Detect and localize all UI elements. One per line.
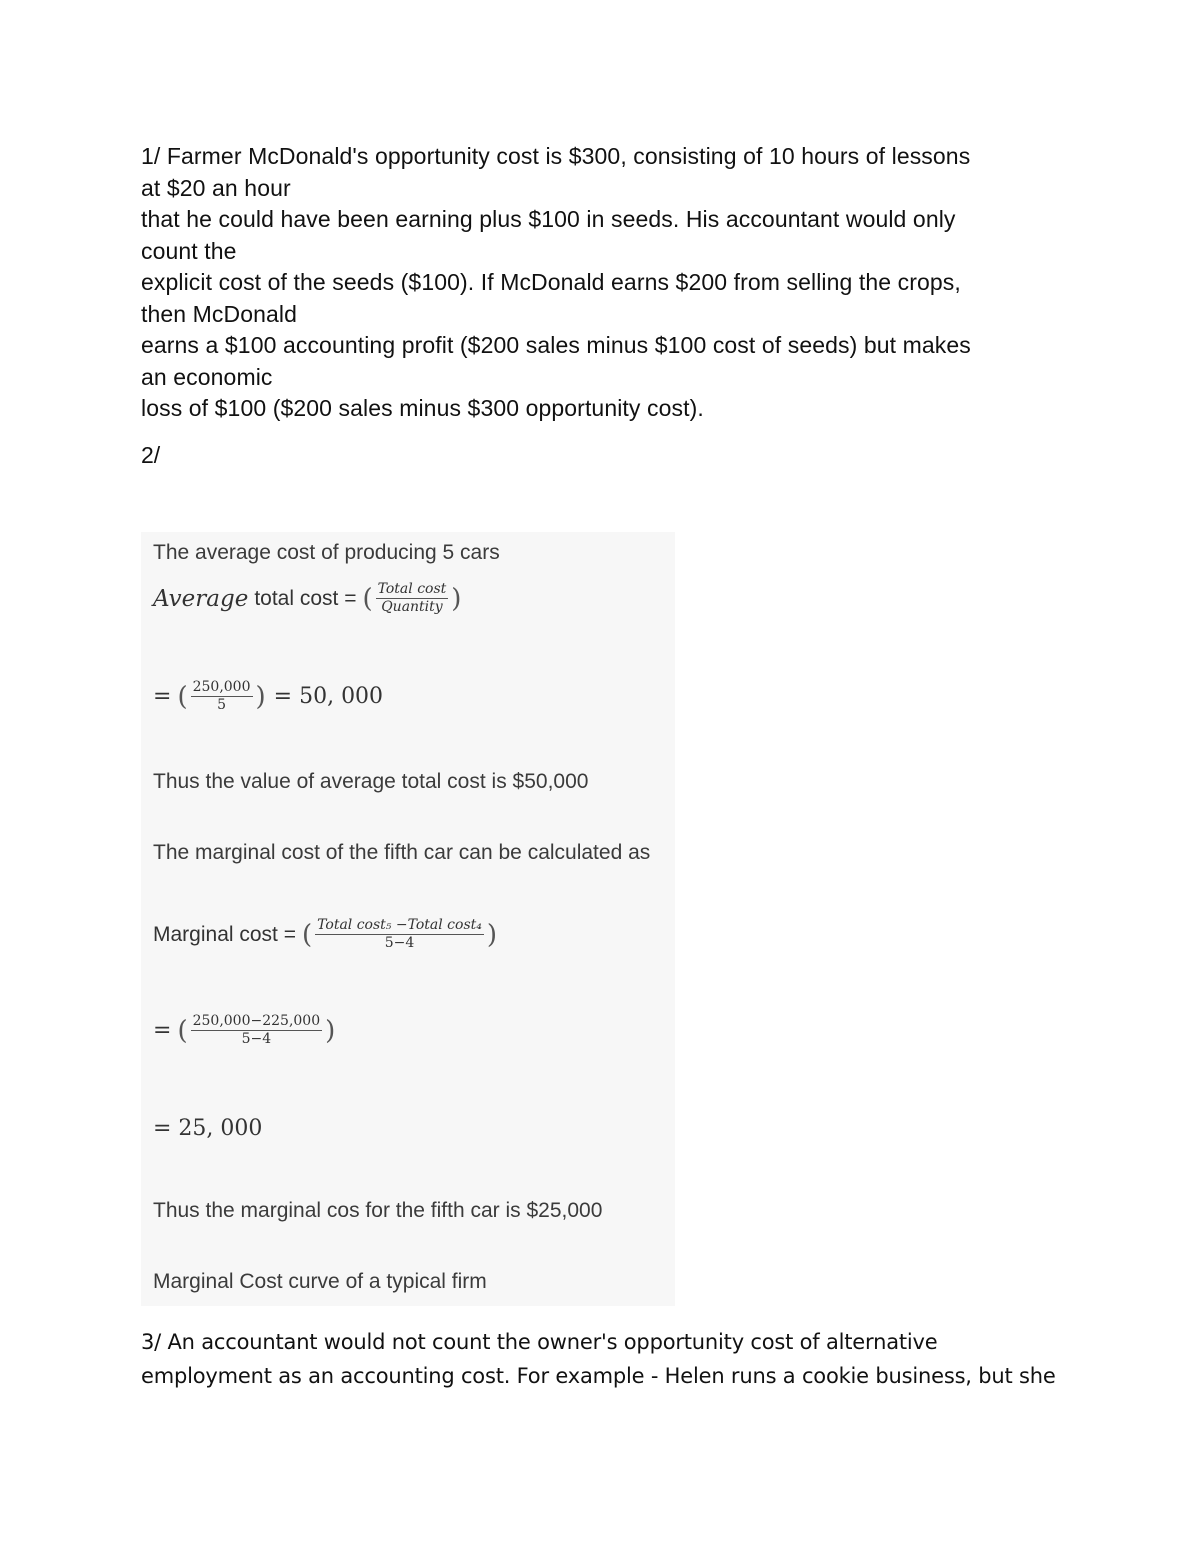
mc-formula-fraction bbox=[315, 918, 484, 951]
atc-formula-average: Average bbox=[153, 585, 249, 612]
answer-3-line: 3/ An accountant would not count the owner's opportunity cost of alternative bbox=[141, 1330, 938, 1354]
atc-formula-numerator: Total cost bbox=[377, 581, 447, 597]
mc-calc-denominator: 5−4 bbox=[241, 1031, 272, 1047]
answer-1-line: an economic bbox=[141, 363, 273, 390]
answer-1-line: count the bbox=[141, 237, 237, 264]
atc-formula: Average total cost = ( $\frac{\text{Total cost}}{\text{Quantity}}$ ) bbox=[153, 581, 462, 615]
atc-calc-fraction bbox=[191, 680, 253, 713]
solution-panel-image bbox=[141, 532, 675, 1306]
atc-calc-numerator: 250,000 bbox=[192, 679, 251, 695]
atc-formula-fraction bbox=[376, 582, 449, 615]
mc-formula-denominator: 5−4 bbox=[384, 935, 415, 951]
mc-formula: Marginal cost = ( $\frac{\text{Total cost₅ −Total cost₄}}{5-4}$ ) bbox=[153, 917, 498, 951]
atc-intro: The average cost of producing 5 cars bbox=[153, 541, 500, 564]
mc-formula-numerator: Total cost₅ −Total cost₄ bbox=[317, 917, 482, 933]
mc-result: = 25, 000 bbox=[153, 1116, 263, 1141]
answer-1-paragraph bbox=[141, 141, 1071, 425]
mc-calc-numerator: 250,000−225,000 bbox=[192, 1013, 321, 1029]
mc-conclusion: Thus the marginal cos for the fifth car is $25,000 bbox=[153, 1199, 603, 1222]
answer-1-line: earns a $100 accounting profit ($200 sales minus $100 cost of seeds) but makes bbox=[141, 332, 971, 358]
answer-1-line: at $20 an hour bbox=[141, 174, 291, 201]
answer-1-line: 1/ Farmer McDonald's opportunity cost is $300, consisting of 10 hours of lessons bbox=[141, 143, 971, 169]
atc-conclusion: Thus the value of average total cost is $50,000 bbox=[153, 770, 589, 793]
atc-calc-denominator: 5 bbox=[217, 697, 226, 713]
atc-formula-label: total cost = bbox=[254, 586, 357, 610]
mc-curve-caption: Marginal Cost curve of a typical firm bbox=[153, 1270, 487, 1293]
answer-2-label: 2/ bbox=[141, 442, 161, 468]
mc-formula-label: Marginal cost = bbox=[153, 922, 296, 946]
answer-3-line: employment as an accounting cost. For example - Helen runs a cookie business, but she bbox=[141, 1364, 1056, 1388]
answer-1-line: explicit cost of the seeds ($100). If McDonald earns $200 from selling the crops, bbox=[141, 269, 961, 295]
mc-calc-fraction bbox=[191, 1014, 323, 1047]
mc-intro: The marginal cost of the fifth car can be calculated as bbox=[153, 841, 651, 864]
atc-calc-result: = 50, 000 bbox=[273, 684, 384, 709]
atc-formula-denominator: Quantity bbox=[381, 599, 443, 615]
atc-calculation: = ( $\frac{250,000}{5}$ ) = 50, 000 bbox=[153, 679, 384, 713]
answer-1-line: then McDonald bbox=[141, 300, 297, 327]
mc-calculation: = ( $\frac{250,000-225,000}{5-4}$ ) bbox=[153, 1013, 336, 1047]
answer-1-line: loss of $100 ($200 sales minus $300 opportunity cost). bbox=[141, 395, 704, 421]
answer-3-paragraph bbox=[141, 1325, 1071, 1393]
answer-1-line: that he could have been earning plus $100 in seeds. His accountant would only bbox=[141, 206, 956, 232]
